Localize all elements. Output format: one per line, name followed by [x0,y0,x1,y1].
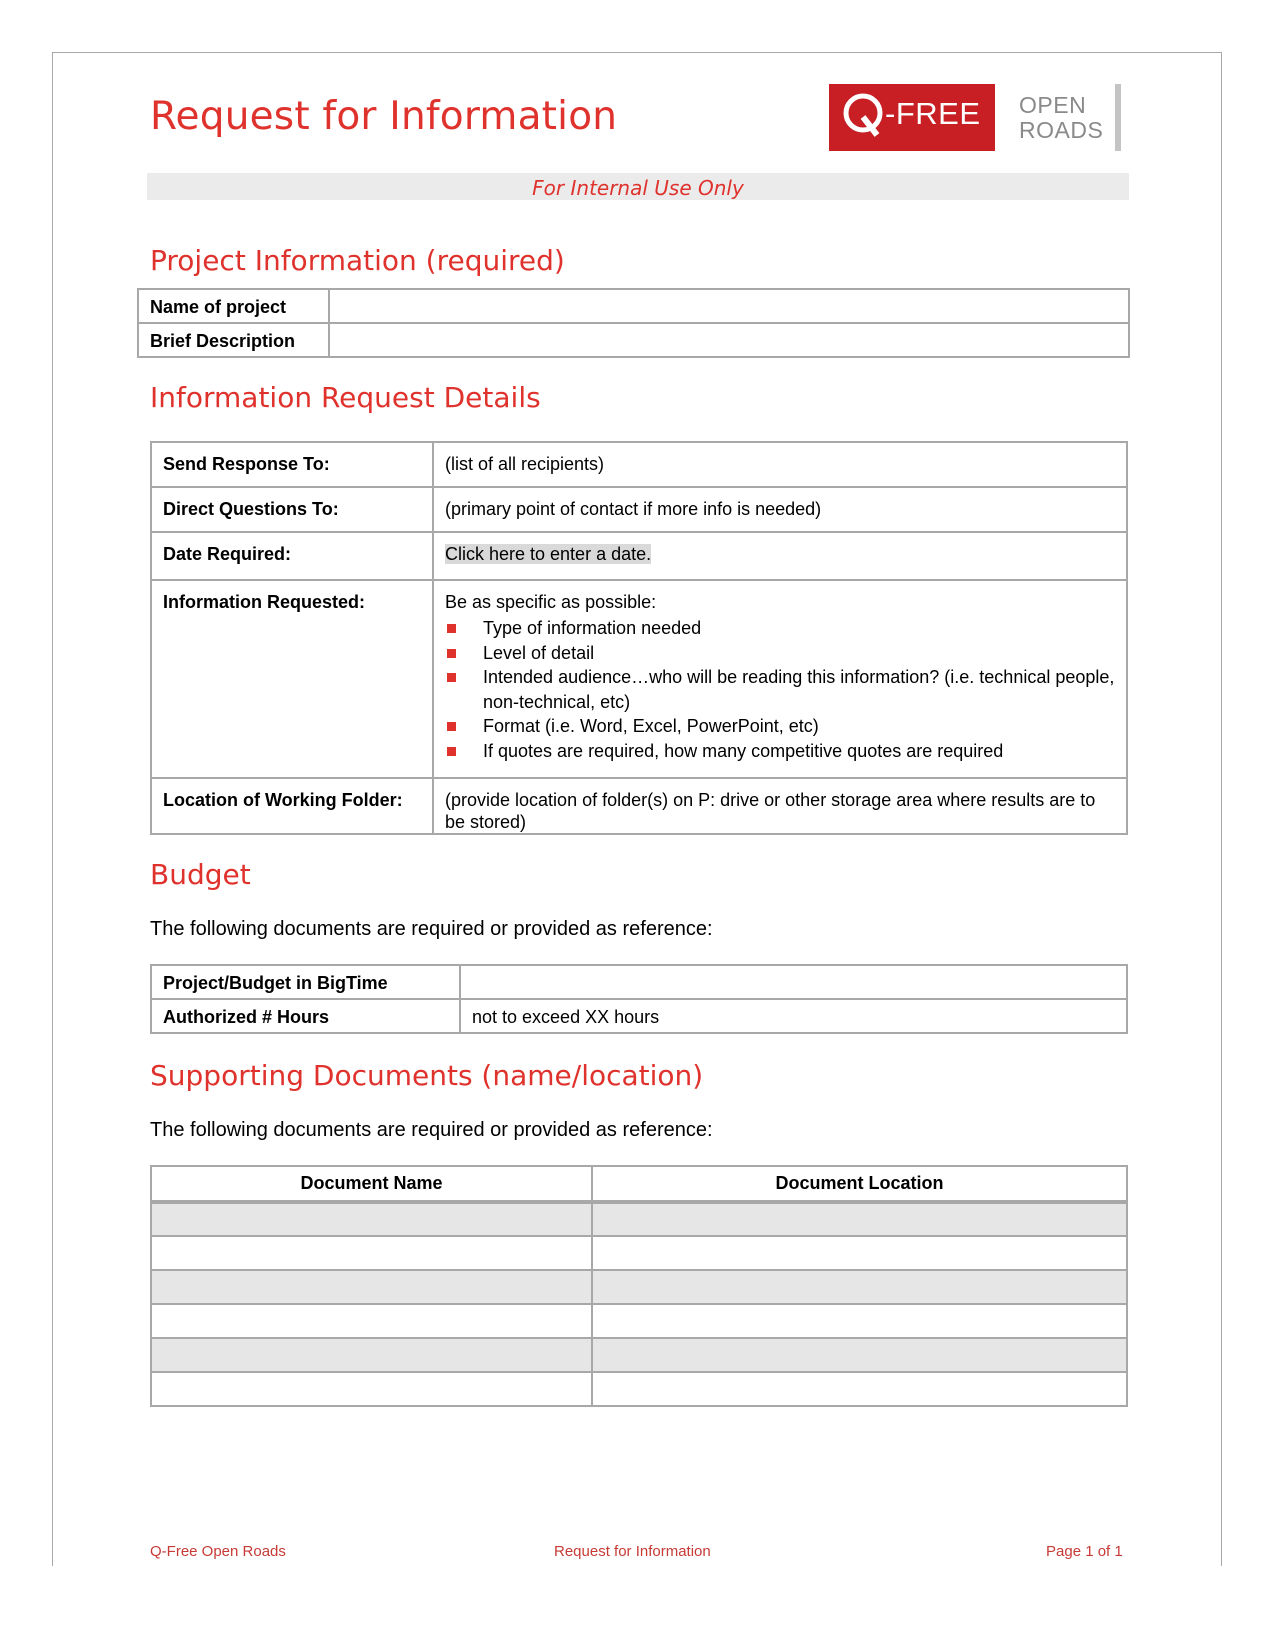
logo-tagline [1019,93,1103,143]
authorized-hours-field[interactable]: not to exceed XX hours [460,999,1127,1033]
square-bullet-icon [447,747,456,756]
table-row [151,1270,1127,1304]
direct-questions-field[interactable]: (primary point of contact if more info is needed) [433,487,1127,532]
budget-table [150,964,1128,1034]
bigtime-budget-field[interactable] [460,965,1127,999]
column-header-document-name: Document Name [151,1166,592,1202]
table-row [151,999,1127,1033]
date-picker-field[interactable]: Click here to enter a date. [445,544,652,564]
budget-intro: The following documents are required or provided as reference: [150,918,713,940]
table-row [151,778,1127,834]
square-bullet-icon [447,649,456,658]
table-header-row [151,1166,1127,1202]
document-location-cell[interactable] [592,1372,1127,1406]
logo-tagline-line1: OPEN [1019,92,1087,118]
information-requested-field[interactable] [433,580,1127,778]
document-location-cell[interactable] [592,1202,1127,1236]
list-item-text: If quotes are required, how many competitive quotes are required [483,740,1004,761]
square-bullet-icon [447,624,456,633]
table-row [151,487,1127,532]
request-details-table [150,441,1128,835]
logo-tagline-line2: ROADS [1019,117,1104,143]
date-required-label: Date Required: [151,532,433,580]
table-row [151,442,1127,487]
date-required-cell [433,532,1127,580]
list-item [445,665,1115,714]
document-name-cell[interactable] [151,1338,592,1372]
send-response-field[interactable]: (list of all recipients) [433,442,1127,487]
column-header-document-location: Document Location [592,1166,1127,1202]
footer-document-title: Request for Information [554,1543,711,1560]
table-row [151,532,1127,580]
internal-use-banner [147,173,1129,200]
document-name-cell[interactable] [151,1372,592,1406]
document-title: Request for Information [150,94,618,139]
document-location-cell[interactable] [592,1270,1127,1304]
table-row [151,1372,1127,1406]
list-item [445,616,1115,641]
information-requested-intro: Be as specific as possible: [445,592,657,612]
information-requested-label: Information Requested: [151,580,433,778]
table-row [151,1236,1127,1270]
list-item-text: Type of information needed [483,618,702,638]
list-item [445,739,1115,764]
table-row [151,1304,1127,1338]
logo-brand-text: -FREE [885,96,981,131]
list-item [445,641,1115,666]
logo-divider [1115,84,1121,151]
send-response-label: Send Response To: [151,442,433,487]
table-row [151,1202,1127,1236]
supporting-docs-intro: The following documents are required or provided as reference: [150,1119,713,1141]
brief-description-label: Brief Description [138,323,329,357]
table-row [138,323,1129,357]
list-item-text: Intended audience…who will be reading this information? (i.e. technical people, non-technical, etc) [483,667,1115,712]
table-row [151,580,1127,778]
supporting-docs-table [150,1165,1128,1407]
bigtime-budget-label: Project/Budget in BigTime [151,965,460,999]
document-location-cell[interactable] [592,1236,1127,1270]
list-item [445,714,1115,739]
document-location-cell[interactable] [592,1304,1127,1338]
information-requested-list [445,616,1115,763]
table-row [151,1338,1127,1372]
document-location-cell[interactable] [592,1338,1127,1372]
direct-questions-label: Direct Questions To: [151,487,433,532]
working-folder-label: Location of Working Folder: [151,778,433,834]
footer-company: Q-Free Open Roads [150,1543,286,1560]
supporting-docs-heading: Supporting Documents (name/location) [150,1059,704,1092]
project-info-heading: Project Information (required) [150,244,565,277]
authorized-hours-label: Authorized # Hours [151,999,460,1033]
brief-description-field[interactable] [329,323,1129,357]
square-bullet-icon [447,722,456,731]
project-name-field[interactable] [329,289,1129,323]
request-details-heading: Information Request Details [150,381,541,414]
list-item-text: Format (i.e. Word, Excel, PowerPoint, etc) [483,716,819,736]
list-item-text: Level of detail [483,642,595,663]
document-name-cell[interactable] [151,1304,592,1338]
table-row [151,965,1127,999]
project-info-table [137,288,1130,358]
internal-use-text: For Internal Use Only [532,176,744,200]
q-free-logo [829,84,995,151]
budget-heading: Budget [150,858,251,891]
footer-page-number: Page 1 of 1 [1046,1543,1123,1560]
document-name-cell[interactable] [151,1236,592,1270]
table-row [138,289,1129,323]
document-name-cell[interactable] [151,1270,592,1304]
project-name-label: Name of project [138,289,329,323]
q-logo-icon [841,89,887,139]
document-name-cell[interactable] [151,1202,592,1236]
working-folder-field[interactable]: (provide location of folder(s) on P: drive or other storage area where results are to be stored) [433,778,1127,834]
square-bullet-icon [447,673,456,682]
